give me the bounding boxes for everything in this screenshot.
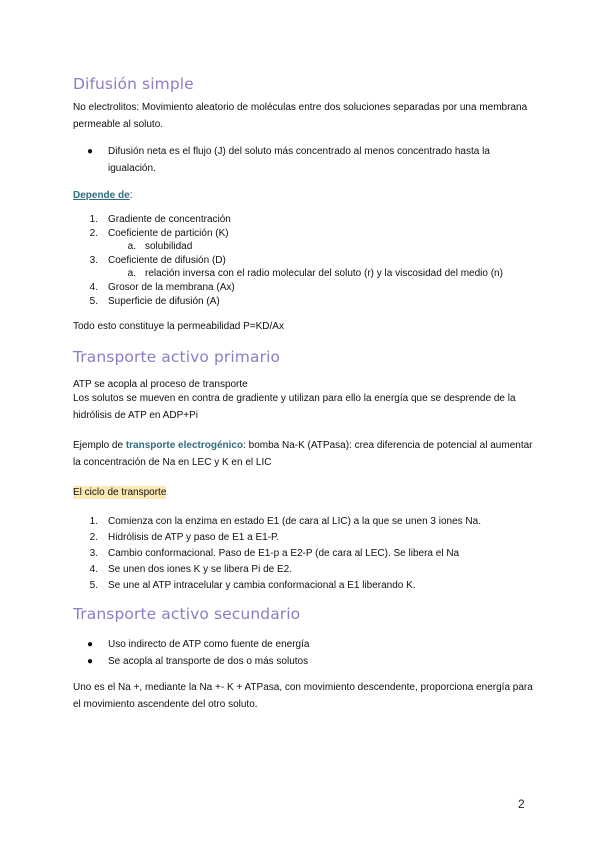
page-number: 2 bbox=[518, 797, 525, 811]
list-number: 5. bbox=[89, 580, 98, 591]
list-number: 3. bbox=[89, 548, 98, 559]
list-item: Gradiente de concentración bbox=[108, 214, 231, 225]
list-number: 2. bbox=[89, 228, 98, 239]
ciclo-title-highlight: El ciclo de transporte bbox=[73, 487, 167, 498]
sublist-item: relación inversa con el radio molecular del soluto (r) y la viscosidad del medio (n) bbox=[145, 268, 503, 279]
primario-line2: Los solutos se mueven en contra de gradiente y utilizan para ello la energía que se desprende de la hidrólisis de ATP en ADP+Pi bbox=[73, 393, 516, 421]
difusion-bullet-text: Difusión neta es el flujo (J) del soluto más concentrado al menos concentrado hasta la igualación. bbox=[108, 146, 490, 174]
depende-de-label bbox=[73, 190, 132, 201]
list-number: 2. bbox=[89, 532, 98, 543]
list-item: Coeficiente de partición (K) bbox=[108, 228, 229, 239]
secundario-bullet: Uso indirecto de ATP como fuente de energía bbox=[108, 639, 310, 650]
bullet-dot: ● bbox=[87, 656, 94, 667]
depende-colon: : bbox=[129, 190, 133, 201]
primario-example bbox=[73, 437, 533, 471]
list-item: Grosor de la membrana (Ax) bbox=[108, 282, 235, 293]
cycle-step: Cambio conformacional. Paso de E1-p a E2-P (de cara al LEC). Se libera el Na bbox=[108, 548, 460, 559]
heading-difusion-simple: Difusión simple bbox=[73, 75, 194, 93]
list-number: 1. bbox=[89, 214, 98, 225]
primario-line1: ATP se acopla al proceso de transporte bbox=[73, 379, 248, 390]
sublist-letter: a. bbox=[127, 268, 136, 279]
list-number: 1. bbox=[89, 516, 98, 527]
list-number: 5. bbox=[89, 296, 98, 307]
depende-de-link[interactable]: Depende de bbox=[73, 190, 130, 201]
list-number: 4. bbox=[89, 282, 98, 293]
list-item: Coeficiente de difusión (D) bbox=[108, 255, 226, 266]
bullet-dot: ● bbox=[87, 639, 94, 650]
cycle-step: Se unen dos iones K y se libera Pi de E2. bbox=[108, 564, 293, 575]
heading-transporte-primario: Transporte activo primario bbox=[73, 348, 281, 366]
heading-transporte-secundario: Transporte activo secundario bbox=[73, 605, 301, 623]
cycle-step: Se une al ATP intracelular y cambia conformacional a E1 liberando K. bbox=[108, 580, 416, 591]
secundario-bullet: Se acopla al transporte de dos o más solutos bbox=[108, 656, 309, 667]
ciclo-subheading bbox=[73, 487, 166, 498]
bullet-dot: ● bbox=[87, 146, 94, 157]
sublist-letter: a. bbox=[127, 241, 136, 252]
secundario-paragraph: Uno es el Na +, mediante la Na +- K + ATPasa, con movimiento descendente, proporciona energía para el movimiento ascendente del otro soluto. bbox=[73, 682, 533, 710]
cycle-step: Hidrólisis de ATP y paso de E1 a E1-P. bbox=[108, 532, 280, 543]
difusion-intro: No electrolitos: Movimiento aleatorio de moléculas entre dos soluciones separadas por una membrana permeable al soluto. bbox=[73, 102, 528, 130]
example-prefix: Ejemplo de bbox=[73, 440, 126, 451]
list-item: Superficie de difusión (A) bbox=[108, 296, 220, 307]
permeabilidad-summary: Todo esto constituye la permeabilidad P=KD/Ax bbox=[73, 321, 284, 332]
cycle-step: Comienza con la enzima en estado E1 (de cara al LIC) a la que se unen 3 iones Na. bbox=[108, 516, 481, 527]
example-term: transporte electrogénico bbox=[125, 440, 244, 451]
example-suffix: : bomba Na-K (ATPasa): crea diferencia de potencial al aumentar la concentración de Na en LEC y K en el LIC bbox=[73, 440, 533, 468]
sublist-item: solubilidad bbox=[145, 241, 193, 252]
list-number: 4. bbox=[89, 564, 98, 575]
list-number: 3. bbox=[89, 255, 98, 266]
